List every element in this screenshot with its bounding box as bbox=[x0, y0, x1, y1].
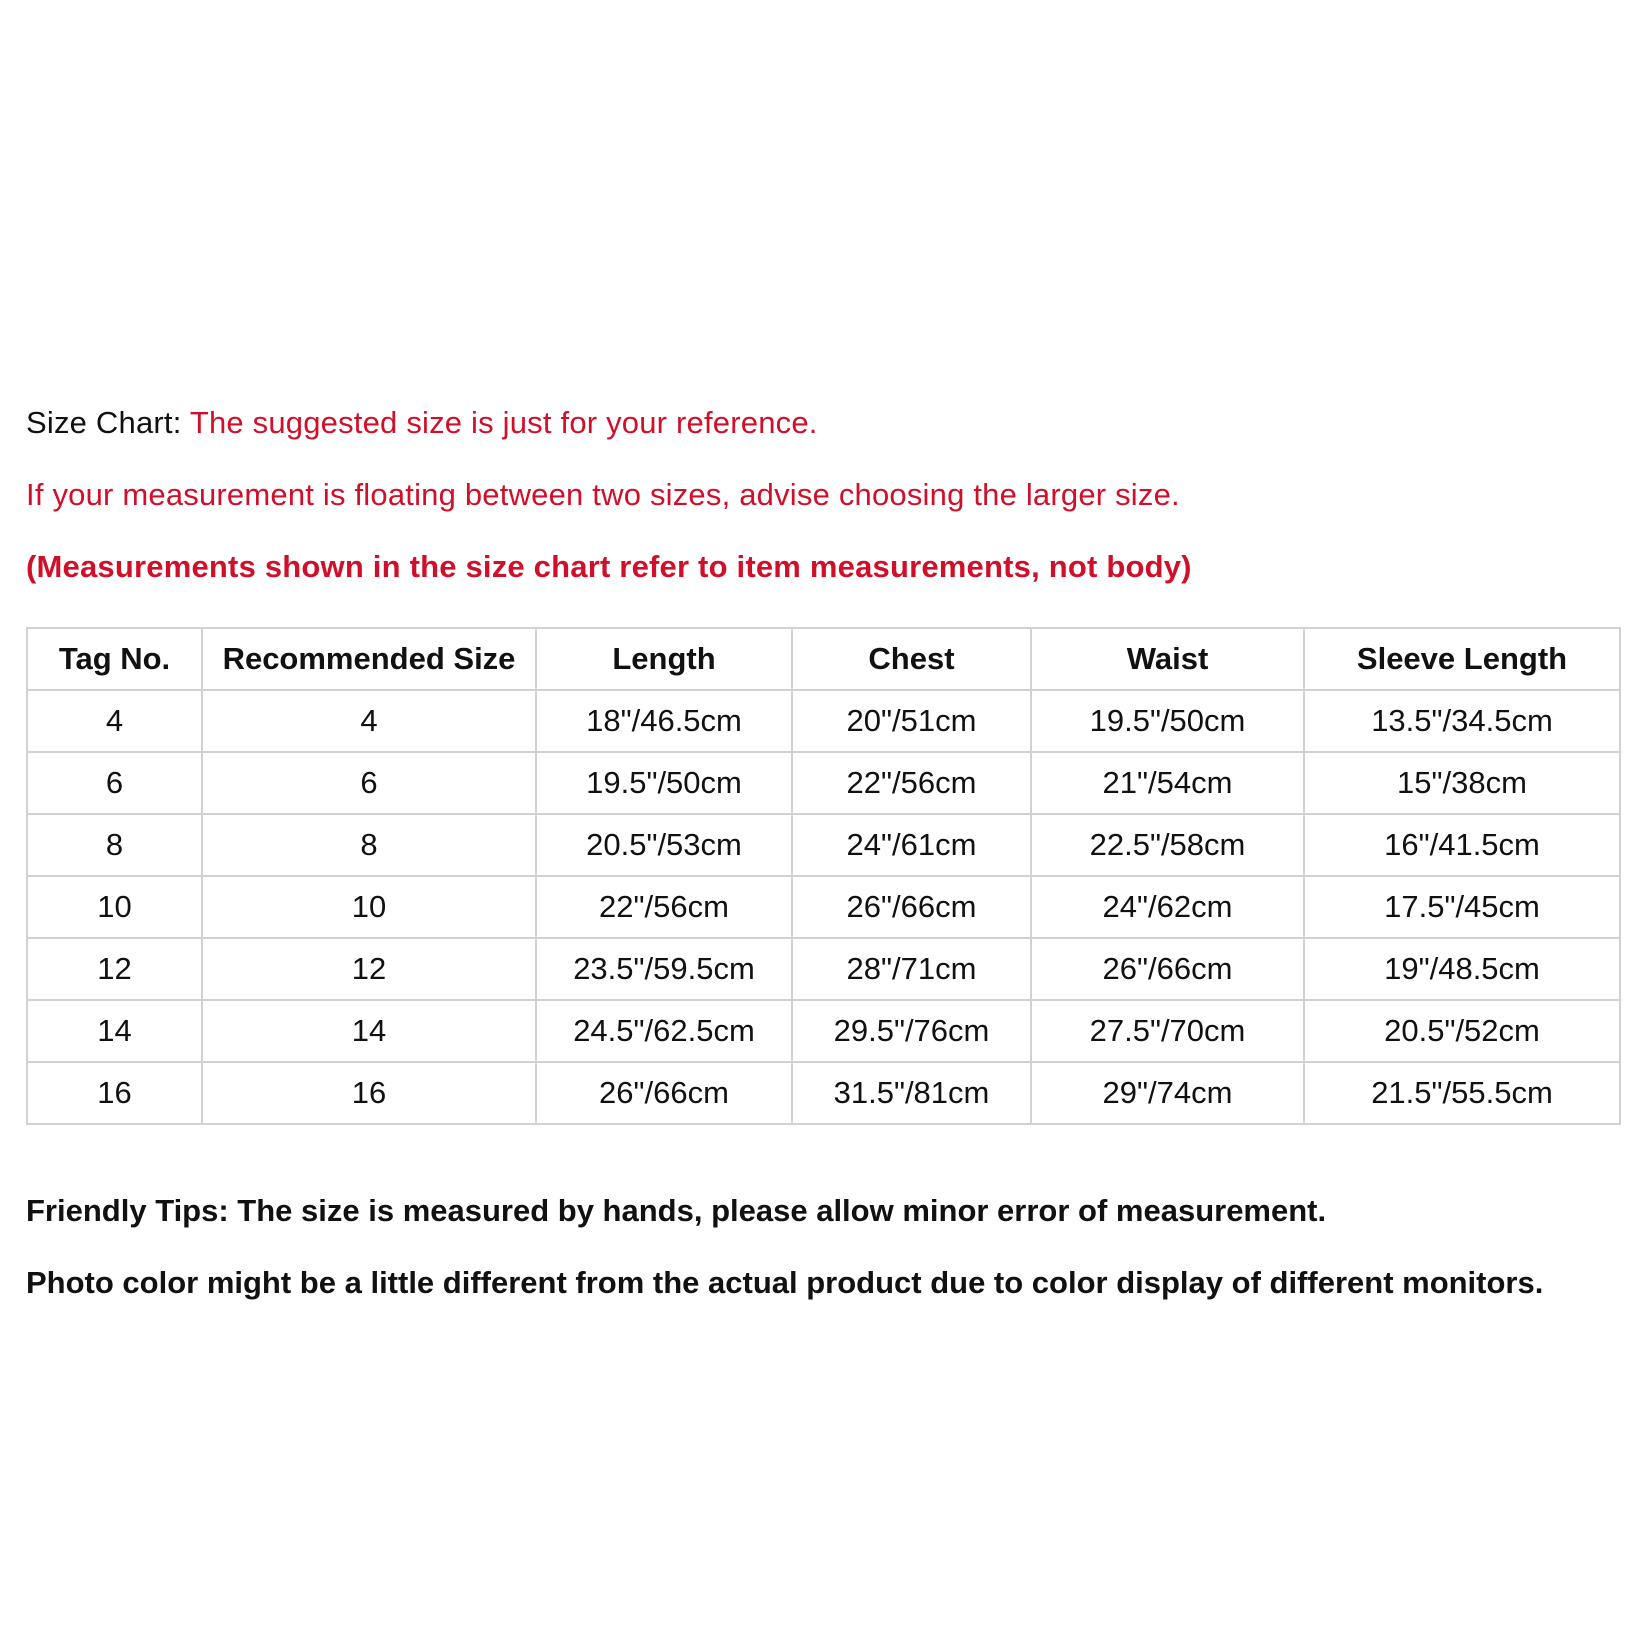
cell-chest: 22"/56cm bbox=[792, 752, 1031, 814]
header-tag-no: Tag No. bbox=[27, 628, 202, 690]
cell-length: 26"/66cm bbox=[536, 1062, 792, 1124]
size-table bbox=[26, 627, 1621, 1125]
measurement-note: (Measurements shown in the size chart refer to item measurements, not body) bbox=[26, 549, 1192, 584]
cell-tag-no: 4 bbox=[27, 690, 202, 752]
cell-tag-no: 8 bbox=[27, 814, 202, 876]
size-chart-colon: : bbox=[172, 405, 190, 440]
table-row bbox=[27, 1000, 1620, 1062]
cell-waist: 26"/66cm bbox=[1031, 938, 1304, 1000]
cell-tag-no: 6 bbox=[27, 752, 202, 814]
header-sleeve-length: Sleeve Length bbox=[1304, 628, 1620, 690]
cell-sleeve-length: 19"/48.5cm bbox=[1304, 938, 1620, 1000]
table-header-row bbox=[27, 628, 1620, 690]
header-waist: Waist bbox=[1031, 628, 1304, 690]
cell-chest: 26"/66cm bbox=[792, 876, 1031, 938]
cell-waist: 21"/54cm bbox=[1031, 752, 1304, 814]
cell-waist: 19.5"/50cm bbox=[1031, 690, 1304, 752]
size-chart-note bbox=[26, 404, 1636, 442]
cell-waist: 27.5"/70cm bbox=[1031, 1000, 1304, 1062]
cell-sleeve-length: 17.5"/45cm bbox=[1304, 876, 1620, 938]
table-row bbox=[27, 690, 1620, 752]
cell-waist: 22.5"/58cm bbox=[1031, 814, 1304, 876]
size-reference-text: The suggested size is just for your reference. bbox=[189, 405, 818, 440]
cell-sleeve-length: 15"/38cm bbox=[1304, 752, 1620, 814]
cell-length: 18"/46.5cm bbox=[536, 690, 792, 752]
friendly-tips bbox=[26, 1192, 1646, 1302]
cell-recommended-size: 14 bbox=[202, 1000, 536, 1062]
cell-length: 22"/56cm bbox=[536, 876, 792, 938]
size-chart-label: Size Chart bbox=[26, 405, 173, 440]
cell-tag-no: 14 bbox=[27, 1000, 202, 1062]
cell-chest: 24"/61cm bbox=[792, 814, 1031, 876]
cell-length: 23.5"/59.5cm bbox=[536, 938, 792, 1000]
cell-chest: 28"/71cm bbox=[792, 938, 1031, 1000]
cell-length: 20.5"/53cm bbox=[536, 814, 792, 876]
cell-sleeve-length: 20.5"/52cm bbox=[1304, 1000, 1620, 1062]
table-row bbox=[27, 814, 1620, 876]
cell-sleeve-length: 13.5"/34.5cm bbox=[1304, 690, 1620, 752]
header-recommended-size: Recommended Size bbox=[202, 628, 536, 690]
cell-chest: 31.5"/81cm bbox=[792, 1062, 1031, 1124]
table-row bbox=[27, 938, 1620, 1000]
header-length: Length bbox=[536, 628, 792, 690]
cell-recommended-size: 6 bbox=[202, 752, 536, 814]
header-chest: Chest bbox=[792, 628, 1031, 690]
table-row bbox=[27, 1062, 1620, 1124]
cell-waist: 29"/74cm bbox=[1031, 1062, 1304, 1124]
cell-recommended-size: 8 bbox=[202, 814, 536, 876]
cell-recommended-size: 4 bbox=[202, 690, 536, 752]
cell-tag-no: 12 bbox=[27, 938, 202, 1000]
cell-tag-no: 10 bbox=[27, 876, 202, 938]
cell-length: 19.5"/50cm bbox=[536, 752, 792, 814]
tip-measurement-error: Friendly Tips: The size is measured by hands, please allow minor error of measurement. bbox=[26, 1193, 1327, 1228]
cell-sleeve-length: 21.5"/55.5cm bbox=[1304, 1062, 1620, 1124]
cell-length: 24.5"/62.5cm bbox=[536, 1000, 792, 1062]
table-row bbox=[27, 752, 1620, 814]
table-row bbox=[27, 876, 1620, 938]
cell-recommended-size: 12 bbox=[202, 938, 536, 1000]
size-notes bbox=[26, 404, 1636, 586]
cell-recommended-size: 16 bbox=[202, 1062, 536, 1124]
cell-tag-no: 16 bbox=[27, 1062, 202, 1124]
cell-chest: 20"/51cm bbox=[792, 690, 1031, 752]
cell-waist: 24"/62cm bbox=[1031, 876, 1304, 938]
floating-size-advice: If your measurement is floating between two sizes, advise choosing the larger size. bbox=[26, 477, 1180, 512]
cell-chest: 29.5"/76cm bbox=[792, 1000, 1031, 1062]
tip-photo-color: Photo color might be a little different from the actual product due to color display of different monitors. bbox=[26, 1265, 1544, 1300]
cell-sleeve-length: 16"/41.5cm bbox=[1304, 814, 1620, 876]
cell-recommended-size: 10 bbox=[202, 876, 536, 938]
